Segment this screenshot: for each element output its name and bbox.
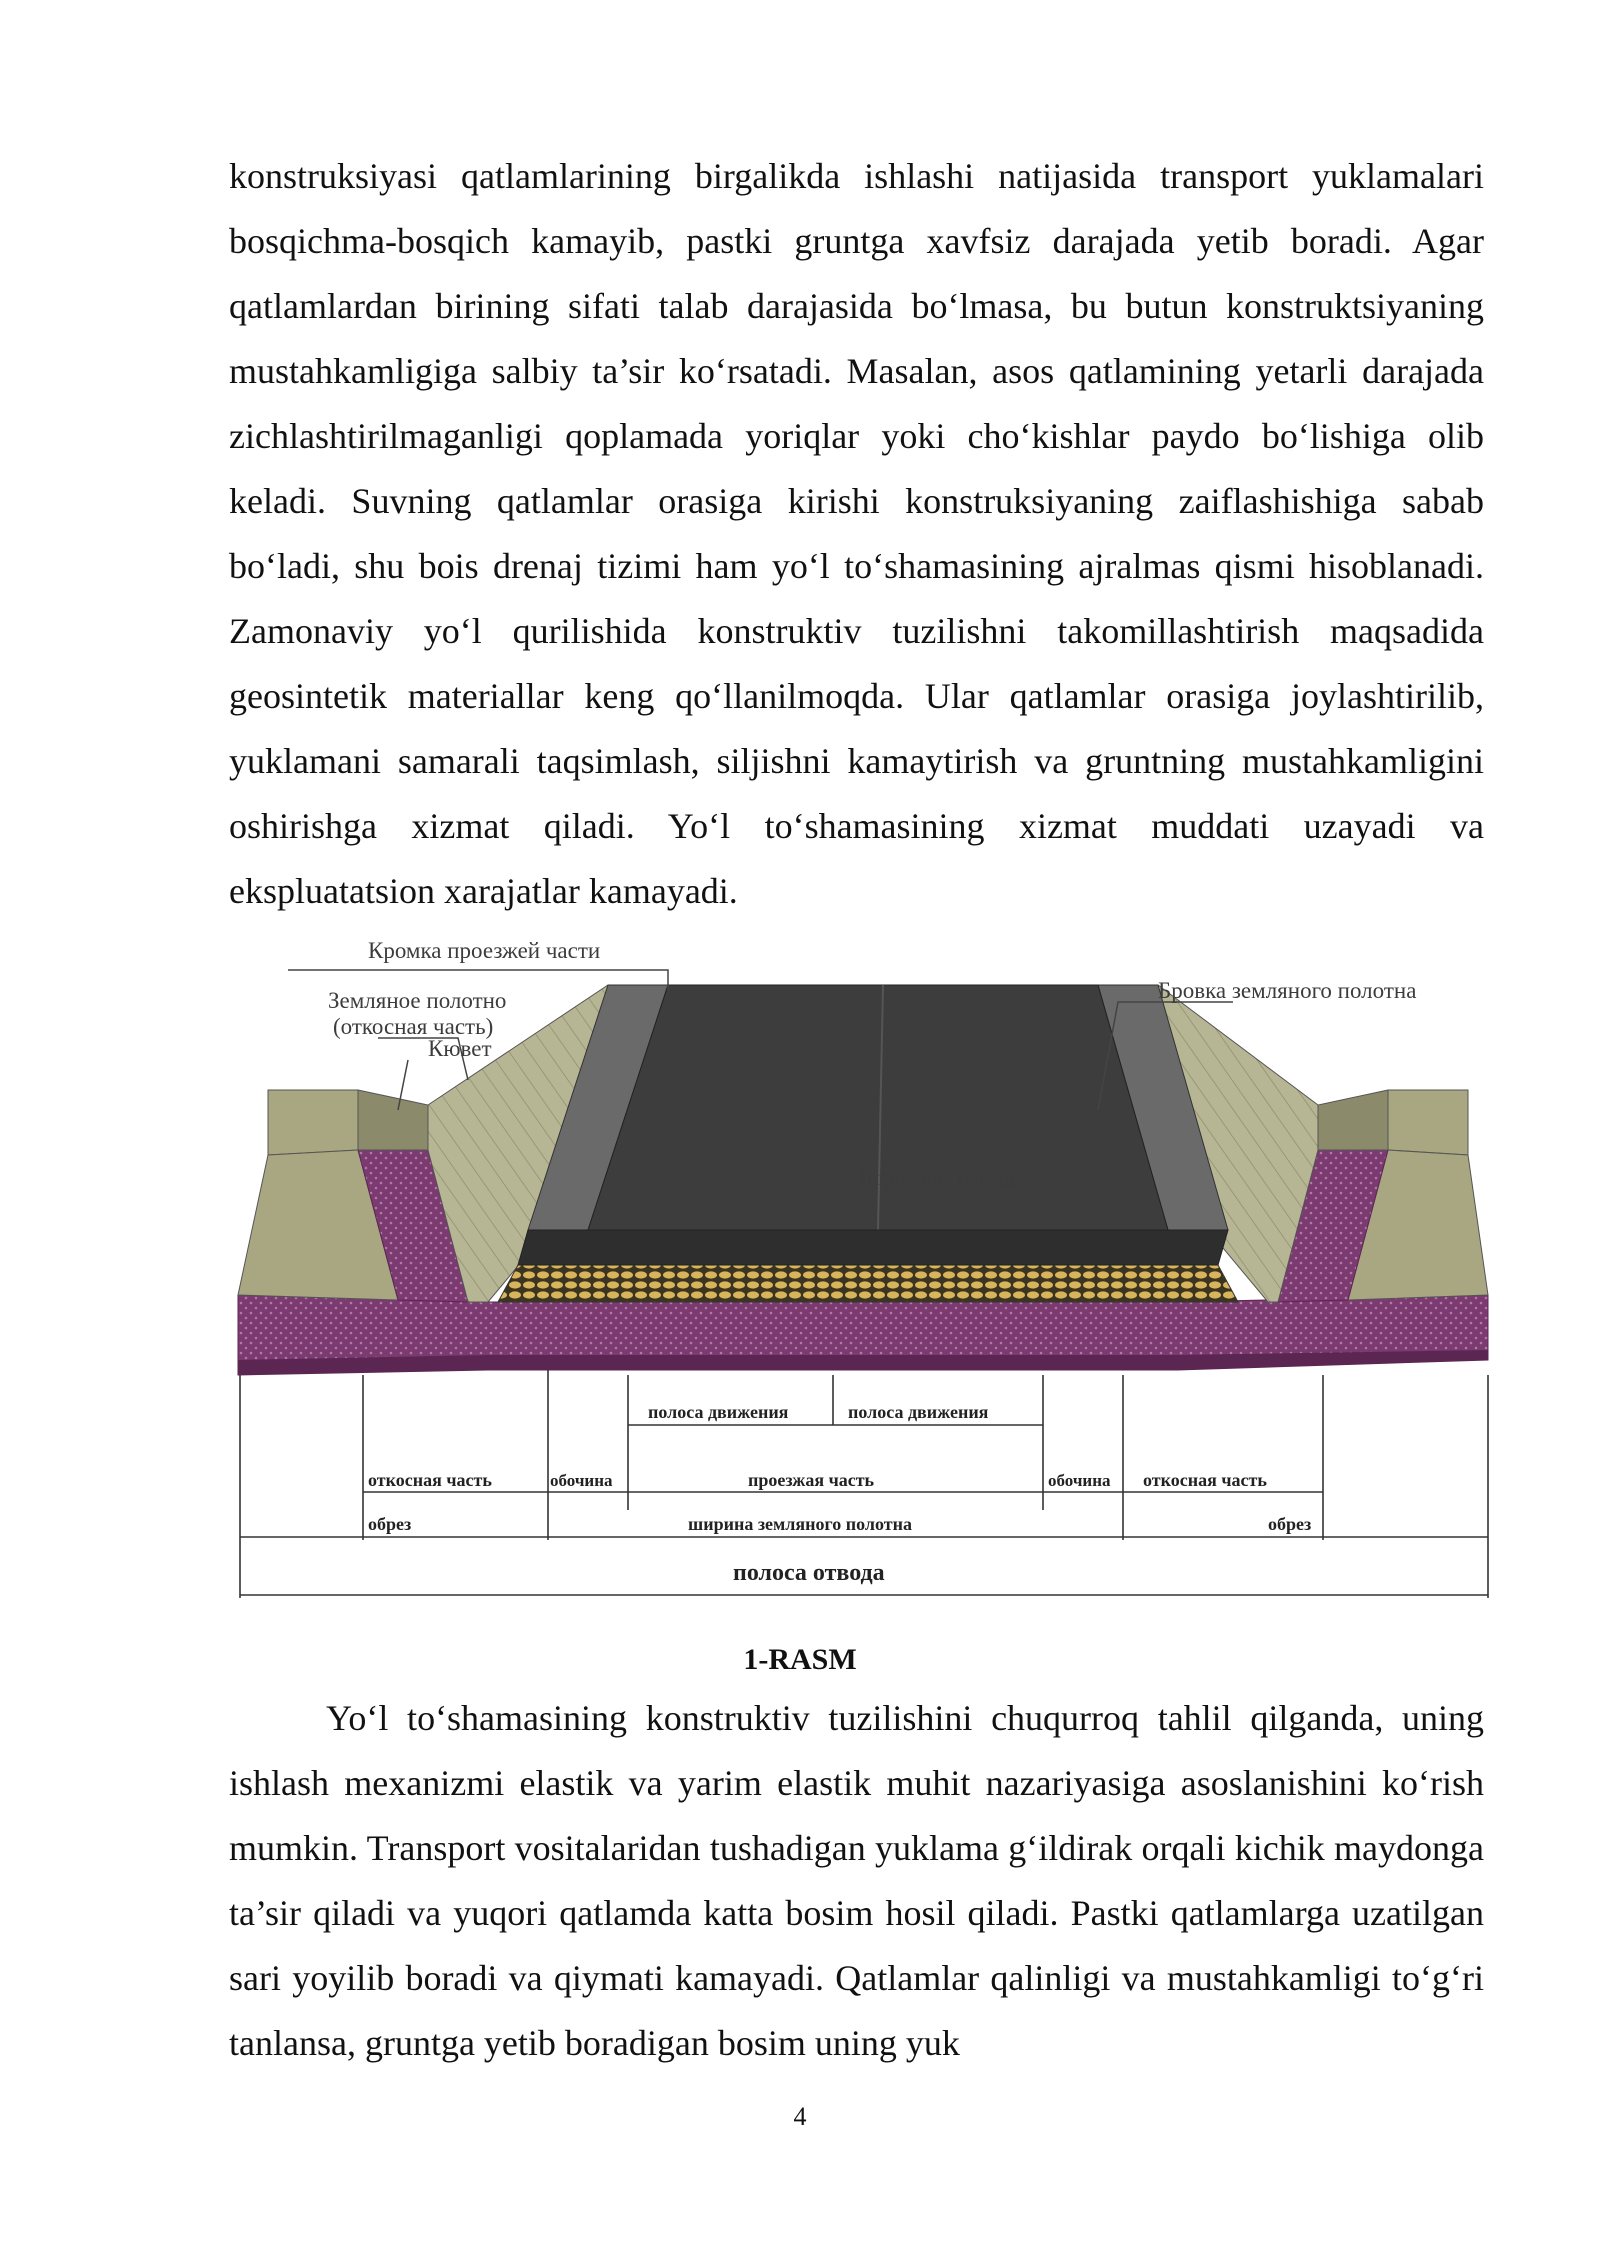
- dim-label-lane-right: полоса движения: [848, 1402, 989, 1422]
- paragraph-1: konstruksiyasi qatlamlarining birgalikda ishlashi natijasida transport yuklamalari bosqichma-bosqich kamayib, pastki gruntga xavfsiz darajada yetib boradi. Agar qatlamlardan birining sifati talab darajasida bo‘lmasa, bu butun konstruktsiyaning mustahkamligiga salbiy ta’sir ko‘rsatadi. Masalan, asos qatlamining yetarli darajada zichlashtirilmaganligi qoplamada yoriqlar yoki cho‘kishlar paydo bo‘lishiga olib keladi. Suvning qatlamlar orasiga kirishi konstruksiyaning zaiflashishiga sabab bo‘ladi, shu bois drenaj tizimi ham yo‘l to‘shamasining ajralmas qismi hisoblanadi. Zamonaviy yo‘l qurilishida konstruktiv tuzilishni takomillashtirish maqsadida geosintetik materiallar keng qo‘llanilmoqda. Ular qatlamlar orasiga joylashtirilib, yuklamani samarali taqsimlash, siljishni kamaytirish va gruntning mustahkamligini oshirishga xizmat qiladi. Yo‘l to‘shamasining xizmat muddati uzayadi va ekspluatatsion xarajatlar kamayadi.: [229, 156, 1484, 911]
- dim-label-cut-right: обрез: [1268, 1514, 1312, 1534]
- dim-label-shoulder-left: обочина: [550, 1471, 613, 1490]
- dim-label-subgrade-width: ширина земляного полотна: [688, 1514, 912, 1534]
- dim-label-cut-left: обрез: [368, 1514, 412, 1534]
- label-edge-carriageway: Кромка проезжей части: [368, 938, 601, 963]
- dim-label-shoulder-right: обочина: [1048, 1471, 1111, 1490]
- dim-label-carriageway: проезжая часть: [748, 1470, 875, 1490]
- label-subgrade-line1: Земляное полотно: [328, 988, 507, 1013]
- road-cross-section-figure: [228, 930, 1506, 1620]
- dim-label-slope-right: откосная часть: [1143, 1470, 1267, 1490]
- road-cross-section-diagram: [228, 930, 1506, 1620]
- right-soil-top: [1388, 1090, 1468, 1155]
- page-number: 4: [793, 2102, 807, 2131]
- left-soil-top: [268, 1090, 358, 1155]
- label-ditch: Кювет: [428, 1036, 492, 1061]
- dim-label-slope-left: откосная часть: [368, 1470, 492, 1490]
- dim-label-right-of-way: полоса отвода: [733, 1560, 885, 1586]
- gravel-base-layer: [498, 1265, 1238, 1302]
- label-subgrade-line2: (откосная часть): [333, 1014, 494, 1039]
- asphalt-front-edge: [518, 1230, 1228, 1265]
- dim-label-lane-left: полоса движения: [648, 1402, 789, 1422]
- right-ditch-slope: [1318, 1090, 1388, 1150]
- figure-caption: 1-RASM: [743, 1643, 857, 1676]
- paragraph-2: Yo‘l to‘shamasining konstruktiv tuzilishini chuqurroq tahlil qilganda, uning ishlash mexanizmi elastik va yarim elastik muhit nazariyasiga asoslanishini ko‘rish mumkin. Transport vositalaridan tushadigan yuklama g‘ildirak orqali kichik maydonga ta’sir qiladi va yuqori qatlamda katta bosim hosil qiladi. Pastki qatlamlarga uzatilgan sari yoyilib boradi va qiymati kamayadi. Qatlamlar qalinligi va mustahkamligi to‘g‘ri tanlansa, gruntga yetib boradigan bosim uning yuk: [229, 1698, 1484, 2063]
- label-pavement: Дорожная одежда: [858, 1165, 1026, 1190]
- label-shoulder-edge: Бровка земляного полотна: [1158, 978, 1417, 1003]
- left-ditch-slope: [358, 1090, 428, 1150]
